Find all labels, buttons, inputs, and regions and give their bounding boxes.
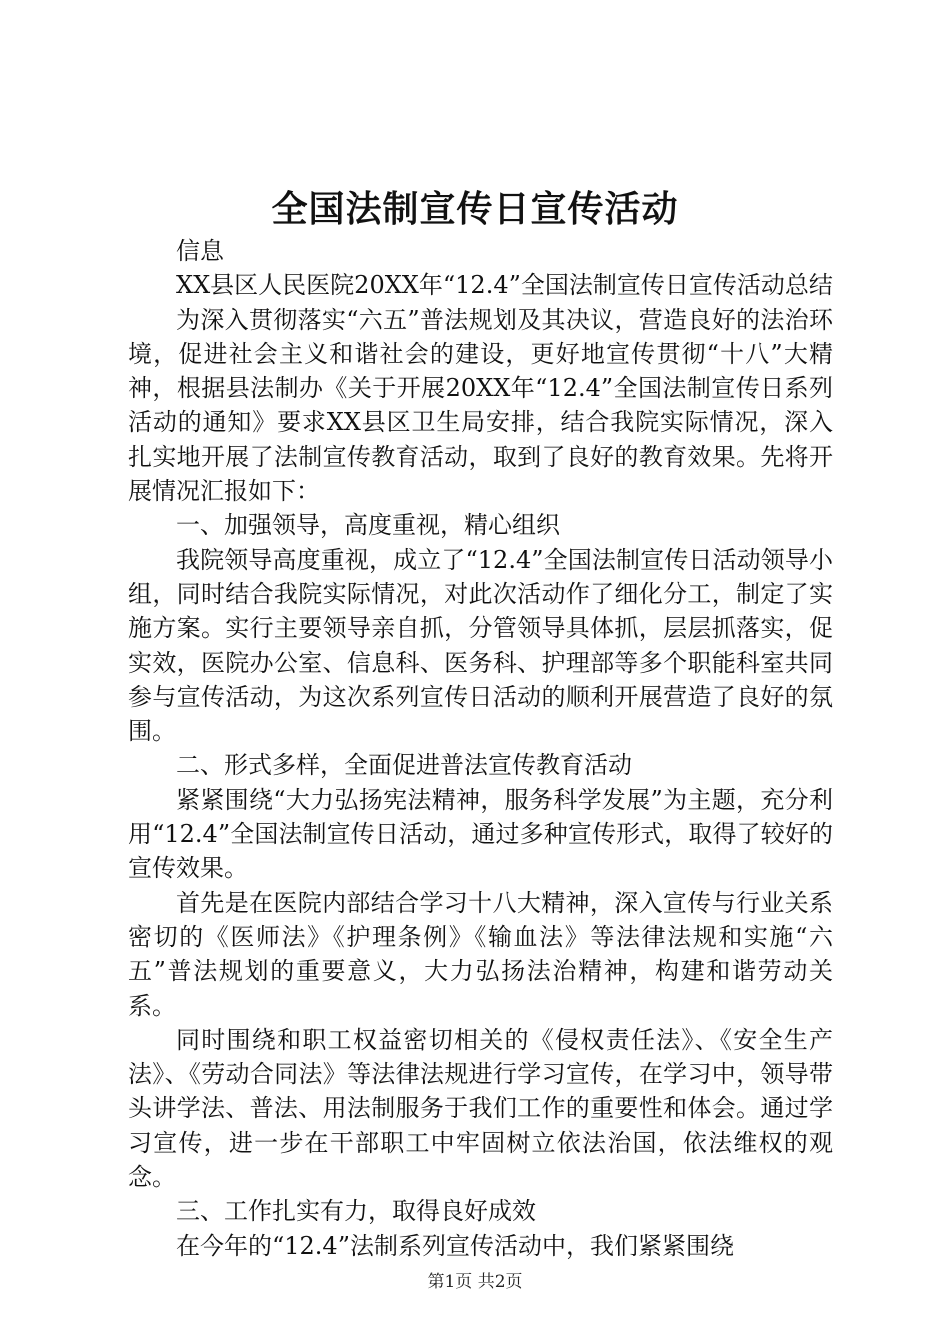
paragraph-header-info: 信息 (176, 237, 224, 265)
paragraph-section-3: 在今年的“12.4”法制系列宣传活动中，我们紧紧围绕 (176, 1231, 734, 1260)
document-title: 全国法制宣传日宣传活动 (271, 188, 679, 230)
paragraph-section-2a: 紧紧围绕“大力弘扬宪法精神，服务科学发展”为主题，充分利用“12.4”全国法制宣传日活动，通过多种宣传形式，取得了较好的宣传效果。 (128, 785, 833, 883)
paragraph-subtitle: XX县区人民医院20XX年“12.4”全国法制宣传日宣传活动总结 (176, 271, 833, 300)
paragraph-intro: 为深入贯彻落实“六五”普法规划及其决议，营造良好的法治环境，促进社会主义和谐社会的建设，更好地宣传贯彻“十八”大精神，根据县法制办《关于开展20XX年“12.4”全国法制宣传日系列活动的通知》要求XX县区卫生局安排，结合我院实际情况，深入扎实地开展了法制宣传教育活动，取到了良好的教育效果。先将开展情况汇报如下： (128, 305, 833, 506)
document-body (128, 234, 833, 1263)
section-heading-3: 三、工作扎实有力，取得良好成效 (176, 1197, 536, 1226)
page-footer: 第1页 共2页 (427, 1272, 523, 1292)
paragraph-section-1: 我院领导高度重视，成立了“12.4”全国法制宣传日活动领导小组，同时结合我院实际情况，对此次活动作了细化分工，制定了实施方案。实行主要领导亲自抓，分管领导具体抓，层层抓落实，促实效，医院办公室、信息科、医务科、护理部等多个职能科室共同参与宣传活动，为这次系列宣传日活动的顺利开展营造了良好的氛围。 (128, 545, 833, 746)
section-heading-1: 一、加强领导，高度重视，精心组织 (176, 511, 560, 540)
paragraph-section-2c: 同时围绕和职工权益密切相关的《侵权责任法》、《安全生产法》、《劳动合同法》等法律法规进行学习宣传，在学习中，领导带头讲学法、普法、用法制服务于我们工作的重要性和体会。通过学习宣传，进一步在干部职工中牢固树立依法治国，依法维权的观念。 (128, 1025, 833, 1192)
section-heading-2: 二、形式多样，全面促进普法宣传教育活动 (176, 751, 632, 780)
paragraph-section-2b: 首先是在医院内部结合学习十八大精神，深入宣传与行业关系密切的《医师法》《护理条例》《输血法》等法律法规和实施“六五”普法规划的重要意义，大力弘扬法治精神，构建和谐劳动关系。 (128, 888, 833, 1020)
